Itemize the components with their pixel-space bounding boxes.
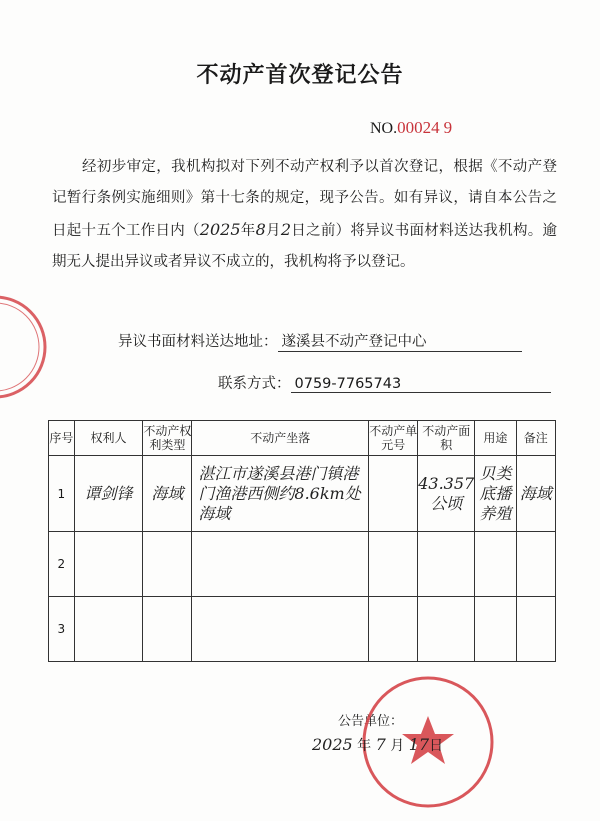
address-label: 异议书面材料送达地址： bbox=[118, 334, 278, 350]
cell-usage bbox=[475, 532, 516, 597]
cell-location bbox=[192, 532, 369, 597]
header-no: 序号 bbox=[49, 421, 75, 456]
issue-month-unit: 月 bbox=[390, 738, 405, 754]
table-row bbox=[49, 532, 556, 597]
issuer-label: 公告单位： bbox=[338, 714, 404, 729]
cell-no: 2 bbox=[49, 532, 75, 597]
header-owner: 权利人 bbox=[74, 421, 143, 456]
issue-year: 2025 bbox=[312, 735, 353, 754]
cell-no: 3 bbox=[49, 597, 75, 662]
issue-date bbox=[312, 735, 443, 755]
deadline-month: 8 bbox=[255, 220, 266, 239]
cell-unit bbox=[369, 456, 418, 532]
paragraph-part2: 日之前）将异议书面材料送达我机构。逾期无人提出异议或者异议不成立的，我机构将予以登记。 bbox=[52, 223, 558, 270]
deadline-month-unit: 月 bbox=[265, 223, 281, 239]
table-row bbox=[49, 456, 556, 532]
header-area: 不动产面积 bbox=[418, 421, 475, 456]
cell-unit bbox=[369, 532, 418, 597]
address-field bbox=[118, 330, 522, 352]
cell-location bbox=[192, 597, 369, 662]
cell-location: 湛江市遂溪县港门镇港门渔港西侧约8.6km处海域 bbox=[192, 456, 369, 532]
serial-number bbox=[370, 118, 452, 138]
cell-type: 海域 bbox=[143, 456, 192, 532]
announcement-paragraph bbox=[52, 152, 557, 278]
serial-prefix: NO. bbox=[370, 120, 398, 137]
serial-suffix: 9 bbox=[443, 118, 453, 137]
issue-month: 7 bbox=[375, 735, 386, 754]
deadline-day: 2 bbox=[280, 220, 292, 239]
cell-usage: 贝类底播养殖 bbox=[475, 456, 516, 532]
table-header-row bbox=[49, 421, 556, 456]
address-value: 遂溪县不动产登记中心 bbox=[278, 330, 522, 352]
cell-area: 43.357公顷 bbox=[418, 456, 475, 532]
cell-owner bbox=[74, 597, 143, 662]
header-type: 不动产权利类型 bbox=[143, 421, 192, 456]
cell-area bbox=[418, 597, 475, 662]
cell-note bbox=[516, 597, 555, 662]
deadline-year: 2025 bbox=[199, 220, 241, 239]
header-usage: 用途 bbox=[475, 421, 516, 456]
deadline-year-unit: 年 bbox=[240, 223, 256, 239]
cell-owner: 谭剑锋 bbox=[74, 456, 143, 532]
serial-digits: 00024 bbox=[397, 118, 440, 137]
header-location: 不动产坐落 bbox=[192, 421, 369, 456]
property-table bbox=[48, 420, 556, 662]
cell-type bbox=[143, 597, 192, 662]
cell-note bbox=[516, 532, 555, 597]
issue-day: 17 bbox=[408, 735, 430, 754]
cell-note: 海域 bbox=[516, 456, 555, 532]
header-note: 备注 bbox=[516, 421, 555, 456]
cell-type bbox=[143, 532, 192, 597]
contact-field bbox=[218, 372, 551, 393]
cell-unit bbox=[369, 597, 418, 662]
issue-day-unit: 日 bbox=[429, 738, 444, 754]
issue-year-unit: 年 bbox=[357, 738, 372, 754]
cell-area bbox=[418, 532, 475, 597]
page-title: 不动产首次登记公告 bbox=[196, 63, 404, 88]
contact-label: 联系方式： bbox=[218, 376, 291, 392]
cell-owner bbox=[74, 532, 143, 597]
left-seal-stamp bbox=[0, 292, 50, 402]
contact-value: 0759-7765743 bbox=[291, 376, 551, 393]
header-unit: 不动产单元号 bbox=[369, 421, 418, 456]
cell-usage bbox=[475, 597, 516, 662]
cell-no: 1 bbox=[49, 456, 75, 532]
paragraph-part1: 经初步审定，我机构拟对下列不动产权利予以首次登记，根据《不动产登记暂行条例实施细则》第十七条的规定，现予公告。如有异议，请自本公告之日起十五个工作日内（ bbox=[52, 159, 557, 239]
table-row bbox=[49, 597, 556, 662]
